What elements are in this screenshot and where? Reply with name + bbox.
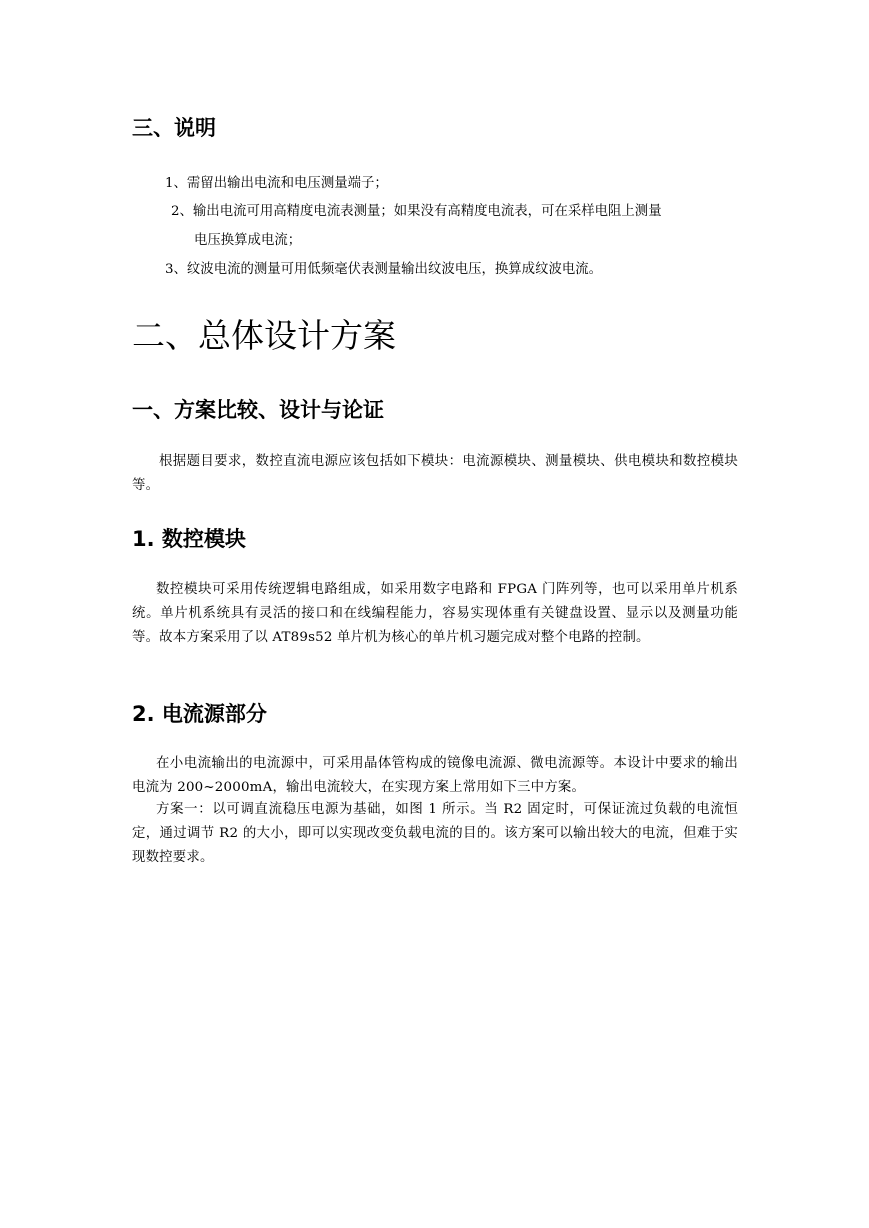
paragraph-current-source-2: 方案一：以可调直流稳压电源为基础，如图 1 所示。当 R2 固定时，可保证流过负载的电流恒定，通过调节 R2 的大小，即可以实现改变负载电流的目的。该方案可以输出较大的电流，但难于实现数控要求。: [132, 802, 738, 865]
paragraph-current-source-1: 在小电流输出的电流源中，可采用晶体管构成的镜像电流源、微电流源等。本设计中要求的输出电流为 200~2000mA，输出电流较大，在实现方案上常用如下三中方案。: [132, 756, 738, 795]
heading-numeric-control-module: 1. 数控模块: [132, 527, 246, 551]
chapter-title: 二、总体设计方案: [132, 316, 396, 355]
note-item-2-continued: 电压换算成电流；: [194, 233, 302, 248]
subsection-heading-scheme: 一、方案比较、设计与论证: [132, 398, 384, 422]
note-item-3: 3、纹波电流的测量可用低频毫伏表测量输出纹波电压，换算成纹波电流。: [165, 262, 603, 277]
section-heading-explanation: 三、说明: [132, 116, 216, 140]
note-item-1: 1、需留出输出电流和电压测量端子；: [165, 176, 388, 191]
intro-paragraph: 根据题目要求，数控直流电源应该包括如下模块：电流源模块、测量模块、供电模块和数控模块等。: [132, 454, 738, 493]
note-item-2: 2、输出电流可用高精度电流表测量；如果没有高精度电流表，可在采样电阻上测量: [171, 204, 662, 219]
paragraph-numeric-control-module: 数控模块可采用传统逻辑电路组成，如采用数字电路和 FPGA 门阵列等，也可以采用单片机系统。单片机系统具有灵活的接口和在线编程能力，容易实现体重有关键盘设置、显示以及测量功能等。故本方案采用了以 AT89s52 单片机为核心的单片机习题完成对整个电路的控制。: [132, 582, 738, 645]
heading-current-source: 2. 电流源部分: [132, 702, 267, 726]
